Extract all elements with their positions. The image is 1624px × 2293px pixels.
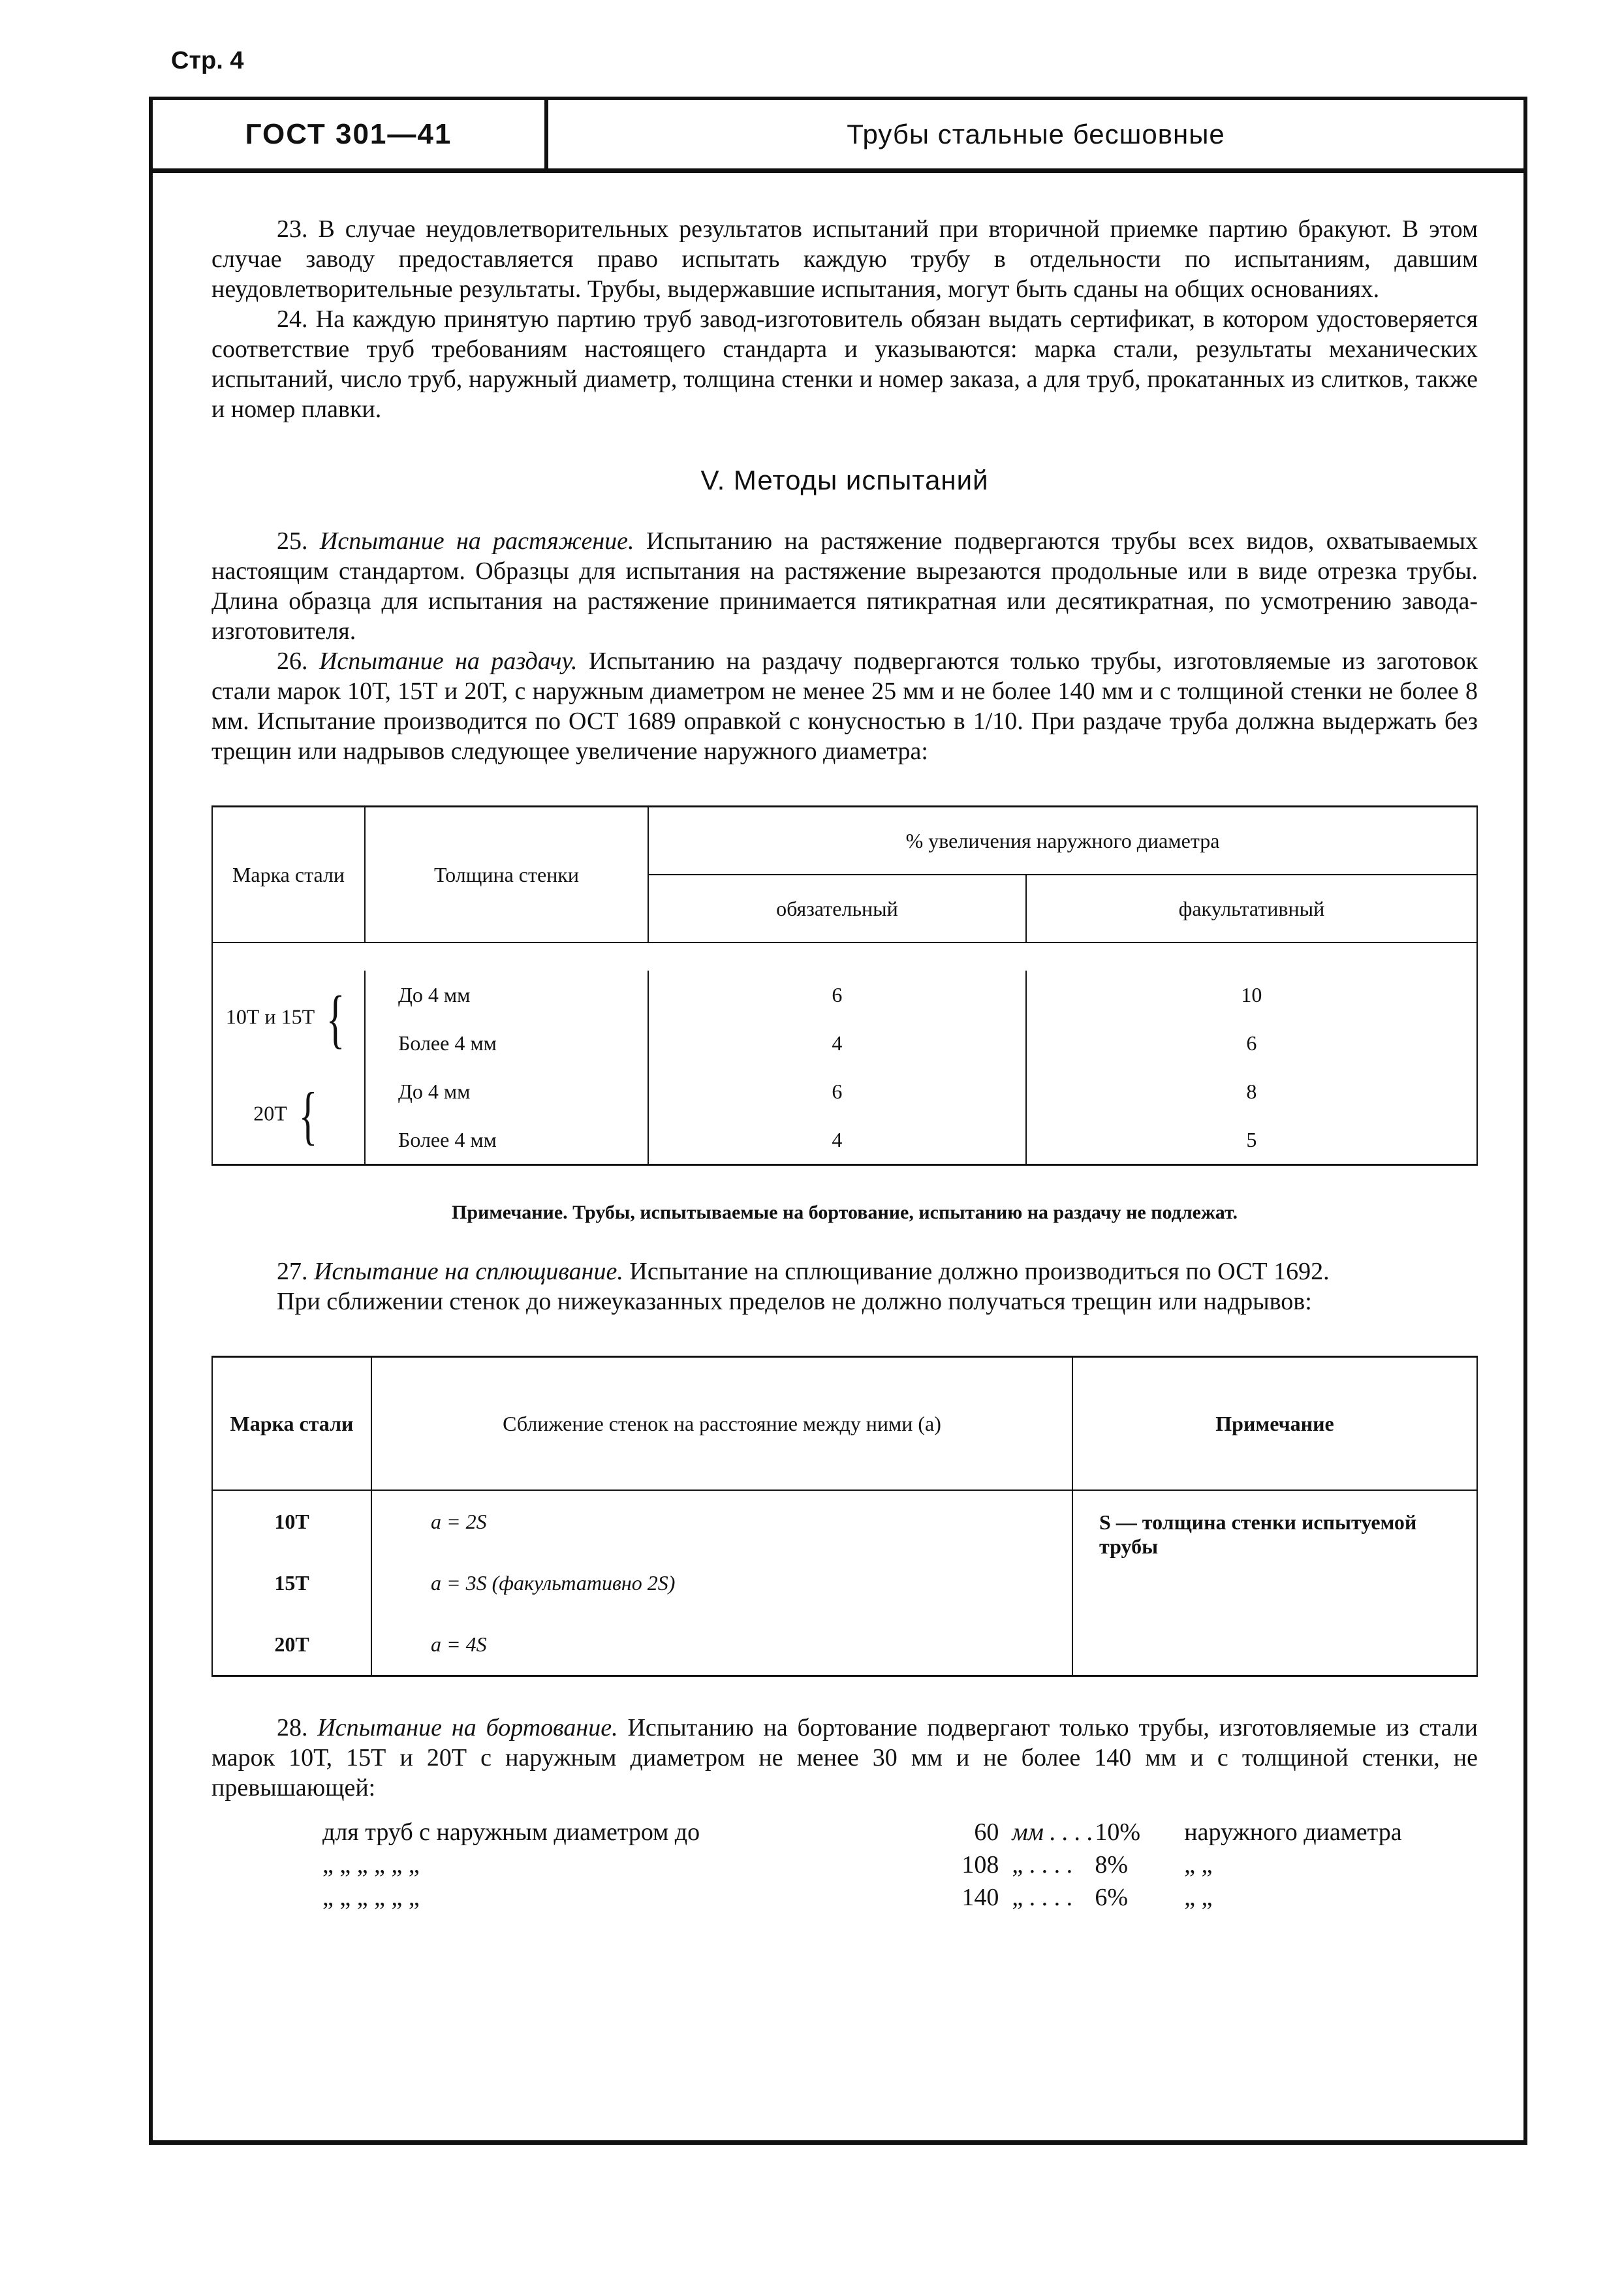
flattening-table [211,1356,1478,1677]
table-cell: a = 2S [371,1490,1072,1552]
table-cell: До 4 мм [365,1067,648,1115]
limit-label: „ „ „ „ „ „ [322,1884,420,1911]
paragraph-23: 23. В случае неудовлетворительных результатов испытаний при вторичной приемке партию бракуют. В этом случае заводу предоставляется право испытать каждую трубу в отдельности по испытаниям, давшим неудовлетворительные результаты. Трубы, выдержавшие испытания, могут быть сданы на общих основаниях. [211,215,1478,303]
paragraph-28-title: Испытание на бортование. [317,1714,618,1741]
limit-unit: „ . . . . [1012,1884,1073,1911]
limit-percent: 6% [1095,1884,1129,1911]
col-optional-header: факультативный [1026,875,1477,943]
page-header [153,100,1523,173]
limit-value: 60 [974,1818,999,1846]
limit-tail: наружного диаметра [1184,1818,1402,1846]
paragraph-28-text: Испытанию на бортование подвергают только трубы, изготовляемые из стали марок 10Т, 15Т и 20Т с наружным диаметром не менее 30 мм и не более 140 мм и с толщиной стенки, не превышающей: [211,1714,1478,1802]
table-cell: До 4 мм [365,971,648,1019]
limit-tail: „ „ [1184,1884,1213,1911]
paragraph-27 [211,1256,1478,1287]
list-item [322,1881,1478,1914]
paragraph-28-number: 28. [277,1714,308,1741]
paragraph-28 [211,1713,1478,1803]
brace-icon: { [326,982,345,1055]
paragraph-27b: При сближении стенок до нижеуказанных пределов не должно получаться трещин или надрывов: [277,1288,1312,1315]
section-title: V. Методы испытаний [700,465,989,495]
list-item [322,1848,1478,1881]
paragraph-27-text: Испытание на сплющивание должно производиться по ОСТ 1692. [629,1258,1330,1285]
page-frame [149,97,1527,2145]
grade-label: 10Т и 15Т [225,1005,315,1029]
grade-cell-b [212,1067,365,1165]
table-cell: 5 [1026,1115,1477,1165]
limit-percent: 8% [1095,1851,1129,1879]
table-cell: 6 [1026,1019,1477,1067]
table-cell: 8 [1026,1067,1477,1115]
col-increase-header: % увеличения наружного диаметра [648,807,1477,875]
standard-number: ГОСТ 301—41 [245,117,452,150]
col-gap-header: Сближение стенок на расстояние между ними (a) [371,1357,1072,1491]
col-mandatory-header: обязательный [648,875,1026,943]
paragraph-25-text: Испытанию на растяжение подвергаются трубы всех видов, охватываемых настоящим стандартом. Образцы для испытания на растяжение вырезаются продольные или в виде отрезка трубы. Длина образца для испытания на растяжение принимается пятикратная или десятикратная, по усмотрению завода-изготовителя. [211,527,1478,645]
limit-unit: мм . . . . [1012,1818,1093,1846]
col-thickness-header: Толщина стенки [365,807,648,943]
paragraph-26-number: 26. [277,647,308,675]
limits-list [322,1816,1478,1914]
limit-unit: „ . . . . [1012,1851,1073,1879]
col-grade-header: Марка стали [212,1357,371,1491]
table-cell: 6 [648,971,1026,1019]
limit-label: „ „ „ „ „ „ [322,1851,420,1879]
table-cell: Более 4 мм [365,1115,648,1165]
table-cell: 20Т [212,1614,371,1676]
paragraph-26-text: Испытанию на раздачу подвергаются только трубы, изготовляемые из заготовок стали марок 10Т, 15Т и 20Т, с наружным диаметром не менее 25 мм и не более 140 мм и с толщиной стенки не более 8 мм. Испытание производится по ОСТ 1689 оправкой с конусностью в 1/10. При раздаче труба должна выдержать без трещин или надрывов следующее увеличение наружного диаметра: [211,647,1478,765]
table-cell: a = 3S (факультативно 2S) [371,1552,1072,1614]
table-cell: Более 4 мм [365,1019,648,1067]
table-cell: 15Т [212,1552,371,1614]
limit-label: для труб с наружным диаметром до [322,1818,700,1846]
note-cell: S — толщина стенки испытуемой трубы [1072,1490,1477,1676]
table-cell: 4 [648,1115,1026,1165]
paragraph-25 [211,526,1478,646]
table-cell: 10 [1026,971,1477,1019]
grade-cell-a [212,971,365,1067]
table-cell: 6 [648,1067,1026,1115]
document-title: Трубы стальные бесшовные [847,118,1225,149]
page-number: Стр. 4 [171,47,244,74]
table-cell: a = 4S [371,1614,1072,1676]
paragraph-25-number: 25. [277,527,308,555]
paragraph-27-title: Испытание на сплющивание. [314,1258,623,1285]
table-cell: 4 [648,1019,1026,1067]
page-content [211,214,1478,1914]
paragraph-24: 24. На каждую принятую партию труб завод-изготовитель обязан выдать сертификат, в котором удостоверяется соответствие труб требованиям настоящего стандарта и указываются: марка стали, результаты механических испытаний, число труб, наружный диаметр, толщина стенки и номер заказа, а для труб, прокатанных из слитков, также и номер плавки. [211,305,1478,423]
brace-icon: { [298,1079,318,1151]
table-cell: 10Т [212,1490,371,1552]
list-item [322,1816,1478,1848]
col-note-header: Примечание [1072,1357,1477,1491]
paragraph-25-title: Испытание на растяжение. [319,527,634,555]
paragraph-26-title: Испытание на раздачу. [319,647,578,675]
grade-label: 20Т [253,1101,287,1125]
paragraph-27-number: 27. [277,1258,308,1285]
limit-tail: „ „ [1184,1851,1213,1879]
limit-value: 108 [961,1851,999,1879]
limit-percent: 10% [1095,1818,1141,1846]
col-grade-header: Марка стали [212,807,365,943]
paragraph-26 [211,646,1478,766]
expansion-table [211,805,1478,1166]
limit-value: 140 [961,1884,999,1911]
table-note: Примечание. Трубы, испытываемые на бортование, испытанию на раздачу не подлежат. [452,1202,1238,1223]
